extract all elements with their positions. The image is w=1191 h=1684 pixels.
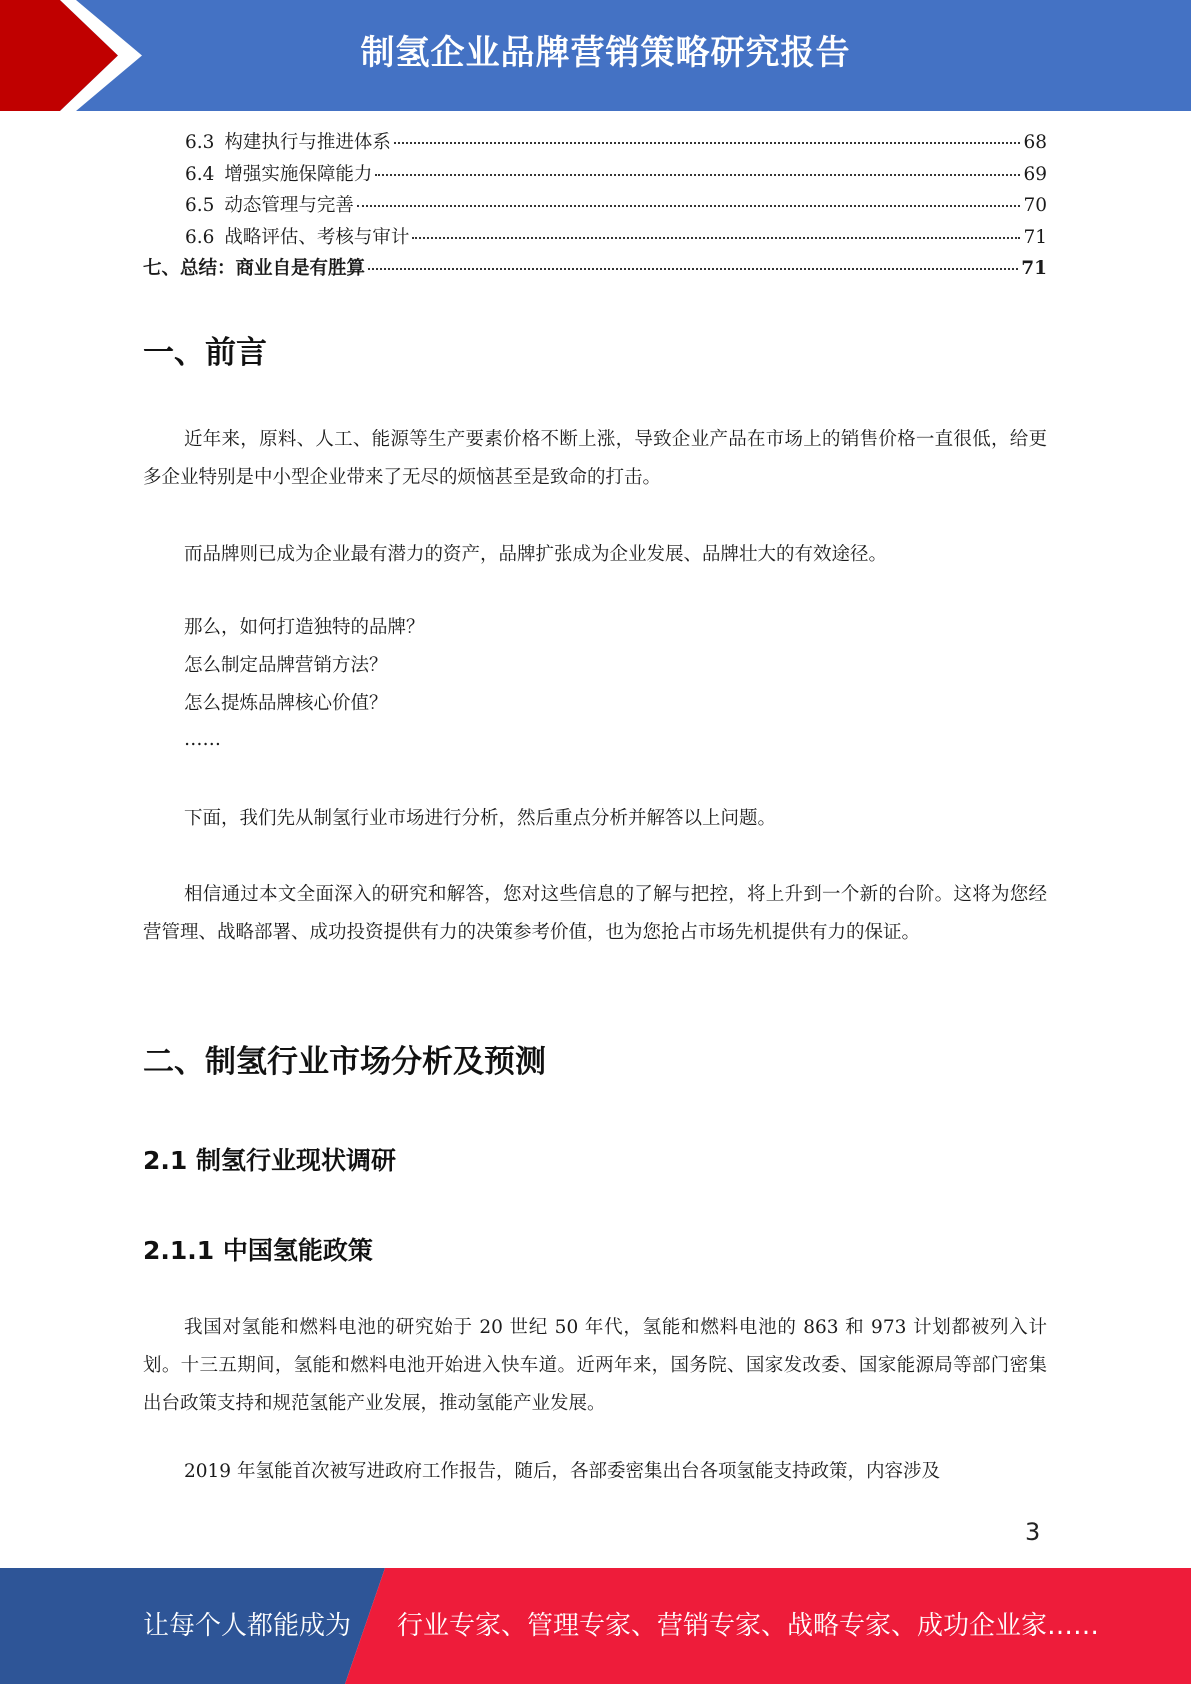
paragraph: 而品牌则已成为企业最有潜力的资产，品牌扩张成为企业发展、品牌壮大的有效途径。	[184, 544, 888, 565]
toc-item-page: 71	[1021, 258, 1047, 279]
table-of-contents	[143, 128, 1047, 286]
section-heading: 一、前言	[143, 335, 267, 371]
ellipsis-line: ……	[184, 729, 221, 750]
header-bar	[0, 0, 1191, 111]
toc-item-text: 战略评估、考核与审计	[224, 226, 410, 248]
paragraph: 2019 年氢能首次被写进政府工作报告，随后，各部委密集出台各项氢能支持政策，内容涉及	[184, 1461, 940, 1482]
toc-item[interactable]	[143, 160, 1047, 192]
toc-item-number: 6.4	[185, 163, 215, 185]
question-line: 那么，如何打造独特的品牌？	[184, 617, 425, 638]
toc-item[interactable]	[143, 128, 1047, 160]
paragraph: 下面，我们先从制氢行业市场进行分析，然后重点分析并解答以上问题。	[184, 808, 777, 829]
question-line: 怎么制定品牌营销方法？	[184, 655, 388, 676]
toc-leader-dots	[368, 268, 1018, 270]
toc-item-number: 6.5	[185, 195, 215, 216]
toc-item-page: 68	[1023, 132, 1047, 153]
toc-item-page: 69	[1023, 163, 1047, 185]
toc-item-text: 增强实施保障能力	[224, 163, 373, 185]
page-number: 3	[1025, 1518, 1041, 1546]
toc-item-text: 构建执行与推进体系	[224, 132, 391, 153]
toc-leader-dots	[412, 237, 1020, 239]
toc-leader-dots	[394, 142, 1021, 144]
footer-bar	[0, 1568, 1191, 1684]
subsubsection-heading: 2.1.1 中国氢能政策	[143, 1236, 373, 1265]
paragraph: 近年来，原料、人工、能源等生产要素价格不断上涨，导致企业产品在市场上的销售价格一直很低，给更多企业特别是中小型企业带来了无尽的烦恼甚至是致命的打击。	[143, 429, 1047, 488]
toc-item-page: 70	[1023, 195, 1047, 216]
toc-main-item[interactable]	[143, 254, 1047, 286]
toc-item[interactable]	[143, 191, 1047, 223]
toc-item-text: 七、总结：商业自是有胜算	[143, 258, 366, 279]
toc-item-page: 71	[1023, 226, 1047, 248]
paragraph: 相信通过本文全面深入的研究和解答，您对这些信息的了解与把控，将上升到一个新的台阶。这将为您经营管理、战略部署、成功投资提供有力的决策参考价值，也为您抢占市场先机提供有力的保证。	[143, 884, 1047, 943]
footer-slogan-right: 行业专家、管理专家、营销专家、战略专家、成功企业家……	[397, 1611, 1100, 1641]
toc-item-number: 6.6	[185, 226, 215, 248]
toc-item-text: 动态管理与完善	[224, 195, 354, 216]
section-heading: 二、制氢行业市场分析及预测	[143, 1044, 546, 1080]
footer-slogan-left: 让每个人都能成为	[143, 1611, 352, 1641]
subsection-heading: 2.1 制氢行业现状调研	[143, 1146, 396, 1175]
toc-item-number: 6.3	[185, 132, 215, 153]
question-line: 怎么提炼品牌核心价值？	[184, 693, 388, 714]
report-title: 制氢企业品牌营销策略研究报告	[360, 33, 851, 73]
toc-leader-dots	[375, 174, 1020, 176]
paragraph: 我国对氢能和燃料电池的研究始于 20 世纪 50 年代，氢能和燃料电池的 863 和 973 计划都被列入计划。十三五期间，氢能和燃料电池开始进入快车道。近两年来，国务院、国家发改委、国家能源局等部门密集出台政策支持和规范氢能产业发展，推动氢能产业发展。	[143, 1317, 1047, 1414]
toc-item[interactable]	[143, 223, 1047, 255]
toc-leader-dots	[357, 205, 1021, 207]
